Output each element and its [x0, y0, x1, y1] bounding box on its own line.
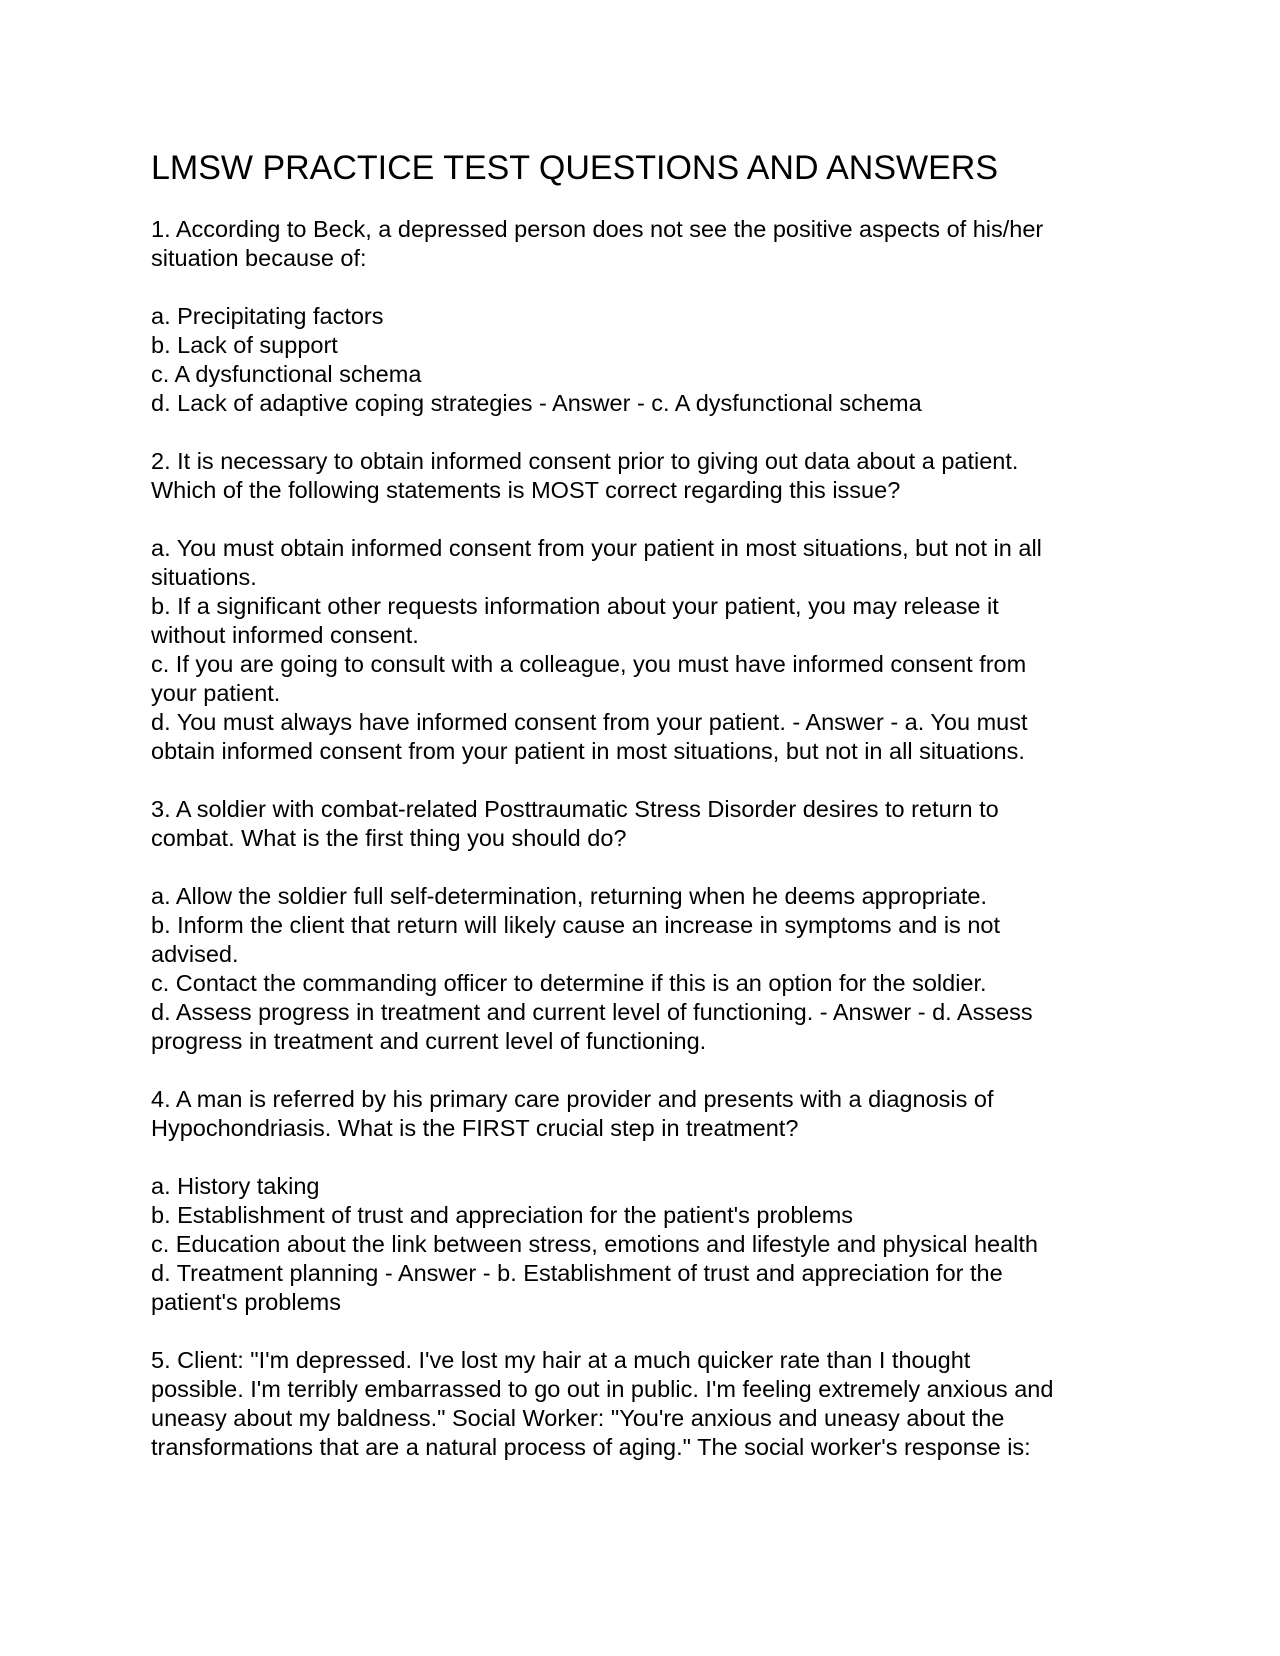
text-line: without informed consent. [151, 622, 419, 648]
text-line: progress in treatment and current level of functioning. [151, 1028, 707, 1054]
text-line: uneasy about my baldness." Social Worker: "You're anxious and uneasy about the [151, 1405, 1005, 1431]
text-line: situation because of: [151, 245, 367, 271]
text-line: 5. Client: "I'm depressed. I've lost my hair at a much quicker rate than I thought [151, 1347, 971, 1373]
text-line: obtain informed consent from your patient in most situations, but not in all situations. [151, 738, 1025, 764]
text-line: 3. A soldier with combat-related Posttraumatic Stress Disorder desires to return to [151, 796, 999, 822]
text-line: possible. I'm terribly embarrassed to go out in public. I'm feeling extremely anxious and [151, 1376, 1054, 1402]
text-line: Hypochondriasis. What is the FIRST crucial step in treatment? [151, 1115, 799, 1141]
blank-line [151, 1143, 1131, 1172]
text-line: d. You must always have informed consent from your patient. - Answer - a. You must [151, 709, 1028, 735]
text-line: patient's problems [151, 1289, 341, 1315]
text-line: c. Education about the link between stress, emotions and lifestyle and physical health [151, 1231, 1038, 1257]
text-line: advised. [151, 941, 239, 967]
blank-line [151, 273, 1131, 302]
text-line: 1. According to Beck, a depressed person does not see the positive aspects of his/her [151, 216, 1044, 242]
text-line: c. A dysfunctional schema [151, 361, 422, 387]
text-line: b. Inform the client that return will likely cause an increase in symptoms and is not [151, 912, 1000, 938]
text-line: Which of the following statements is MOST correct regarding this issue? [151, 477, 901, 503]
blank-line [151, 418, 1131, 447]
text-line: a. History taking [151, 1173, 320, 1199]
text-line: 2. It is necessary to obtain informed consent prior to giving out data about a patient. [151, 448, 1019, 474]
text-line: d. Treatment planning - Answer - b. Establishment of trust and appreciation for the [151, 1260, 1003, 1286]
text-line: situations. [151, 564, 257, 590]
text-line: b. Lack of support [151, 332, 338, 358]
text-line: b. Establishment of trust and appreciation for the patient's problems [151, 1202, 854, 1228]
blank-line [151, 853, 1131, 882]
document-page [151, 148, 1131, 1462]
blank-line [151, 766, 1131, 795]
text-line: d. Assess progress in treatment and current level of functioning. - Answer - d. Assess [151, 999, 1033, 1025]
text-line: a. Allow the soldier full self-determination, returning when he deems appropriate. [151, 883, 988, 909]
text-line: c. If you are going to consult with a colleague, you must have informed consent from [151, 651, 1027, 677]
text-line: your patient. [151, 680, 281, 706]
text-line: a. Precipitating factors [151, 303, 384, 329]
blank-line [151, 1056, 1131, 1085]
document-body [151, 215, 1131, 1462]
text-line: a. You must obtain informed consent from your patient in most situations, but not in all [151, 535, 1042, 561]
text-line: d. Lack of adaptive coping strategies - Answer - c. A dysfunctional schema [151, 390, 922, 416]
text-line: 4. A man is referred by his primary care provider and presents with a diagnosis of [151, 1086, 994, 1112]
text-line: b. If a significant other requests information about your patient, you may release it [151, 593, 999, 619]
text-line: c. Contact the commanding officer to determine if this is an option for the soldier. [151, 970, 987, 996]
document-title: LMSW PRACTICE TEST QUESTIONS AND ANSWERS [151, 149, 998, 187]
text-line: combat. What is the first thing you should do? [151, 825, 627, 851]
blank-line [151, 505, 1131, 534]
blank-line [151, 1317, 1131, 1346]
text-line: transformations that are a natural process of aging." The social worker's response is: [151, 1434, 1031, 1460]
